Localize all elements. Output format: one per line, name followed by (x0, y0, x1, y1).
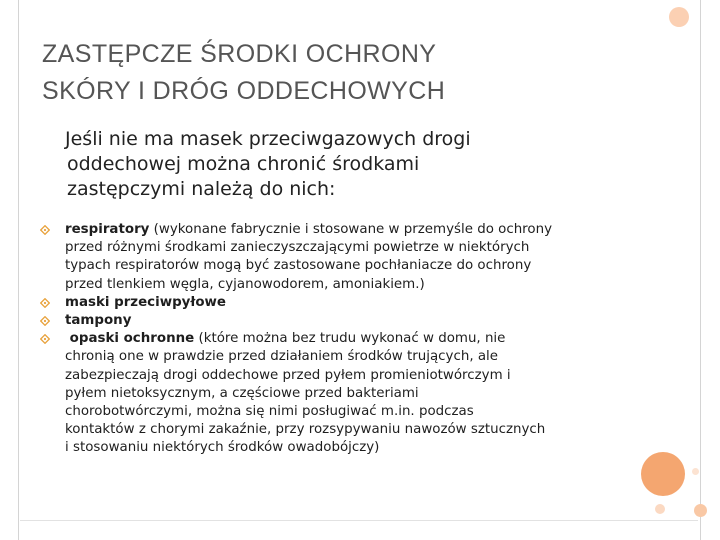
decorative-circle-dot (692, 468, 699, 475)
list-item (40, 330, 640, 457)
bullet-line: typach respiratorów mogą być zastosowane pochłaniacze do ochrony (65, 258, 532, 274)
title-line: SKÓRY I DRÓG ODDECHOWYCH (42, 77, 446, 105)
diamond-bullet-icon (40, 316, 50, 326)
frame-bottom-line (20, 520, 698, 521)
bullet-line: przed tlenkiem węgla, cyjanowodorem, amoniakiem.) (65, 276, 425, 292)
bullet-text: (które można bez trudu wykonać w domu, nie (194, 331, 506, 347)
list-item (40, 221, 640, 294)
decorative-circle-top (669, 7, 689, 27)
bullet-keyword: maski przeciwpyłowe (65, 294, 227, 310)
intro-paragraph (67, 127, 627, 202)
bullet-line: chronią one w prawdzie przed działaniem środków trujących, ale (65, 349, 498, 365)
decorative-circle-large (641, 452, 685, 496)
bullet-first-line (65, 294, 640, 312)
bullet-line: pyłem nietoksycznym, a częściowe przed bakteriami (65, 385, 419, 401)
slide-title (42, 36, 642, 110)
decorative-circle-tiny (655, 504, 665, 514)
diamond-bullet-icon (40, 298, 50, 308)
title-line: ZASTĘPCZE ŚRODKI OCHRONY (42, 40, 437, 68)
frame-right-line (700, 0, 701, 540)
bullet-line: przed różnymi środkami zanieczyszczającymi powietrze w niektórych (65, 240, 530, 256)
intro-line: oddechowej można chronić środkami (67, 153, 420, 175)
bullet-line: zabezpieczają drogi oddechowe przed pyłem promieniotwórczym i (65, 367, 511, 383)
bullet-line: kontaktów z chorymi zakaźnie, przy rozsypywaniu nawozów sztucznych (65, 422, 546, 438)
bullet-keyword: tampony (65, 313, 132, 329)
bullet-first-line (65, 312, 640, 330)
bullet-first-line (65, 330, 640, 348)
frame-left-line (18, 0, 19, 540)
bullet-list (40, 221, 640, 458)
bullet-text: (wykonane fabrycznie i stosowane w przemyśle do ochrony (149, 222, 553, 237)
bullet-keyword: respiratory (65, 222, 150, 237)
bullet-line: chorobotwórczymi, można się nimi posługiwać m.in. podczas (65, 404, 474, 420)
bullet-line: i stosowaniu niektórych środków owadobójczy) (65, 440, 380, 456)
list-item (40, 294, 640, 312)
diamond-bullet-icon (40, 334, 50, 344)
list-item (40, 312, 640, 330)
diamond-bullet-icon (40, 225, 50, 235)
decorative-circle-small (694, 504, 707, 517)
bullet-first-line (65, 221, 640, 239)
intro-line: zastępczymi należą do nich: (67, 178, 336, 200)
intro-line: Jeśli nie ma masek przeciwgazowych drogi (65, 128, 471, 150)
bullet-keyword: opaski ochronne (65, 331, 195, 347)
